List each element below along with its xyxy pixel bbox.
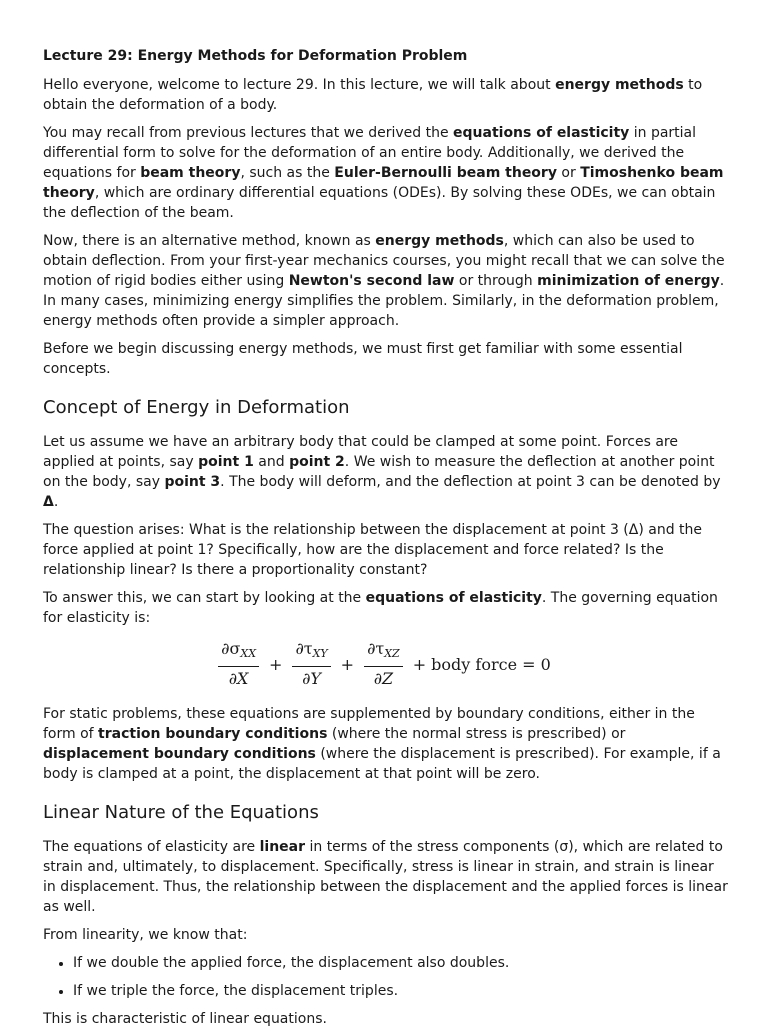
text-run: or — [556, 165, 581, 181]
bold-term: beam theory — [140, 165, 241, 181]
fraction-denominator: ∂X — [228, 669, 249, 688]
linearity-bullet-list — [43, 953, 728, 1001]
intro-paragraph-3 — [43, 231, 728, 331]
fraction-tau-xy — [292, 639, 330, 689]
text-run: . The governing equation for elasticity is: — [43, 590, 718, 626]
text-run: to obtain the deformation of a body. — [43, 77, 703, 113]
text-run: Hello everyone, welcome to lecture 29. In this lecture, we will talk about — [43, 77, 556, 93]
text-run: . — [53, 494, 59, 510]
elasticity-equation — [43, 636, 728, 692]
section1-paragraph-4 — [43, 704, 728, 784]
text-run: Let us assume we have an arbitrary body that could be clamped at some point. Forces are applied at points, say — [43, 434, 678, 470]
intro-paragraph-2 — [43, 123, 728, 223]
section-heading-energy: Concept of Energy in Deformation — [43, 397, 350, 418]
bold-term: Timoshenko beam theory — [43, 165, 724, 201]
partial-symbol: ∂τ — [367, 639, 385, 658]
subscript: XY — [312, 647, 328, 660]
bold-term: Δ — [43, 494, 54, 510]
text-run: or through — [454, 273, 538, 289]
subscript: XX — [240, 647, 257, 660]
text-run: in terms of the stress components (σ), which are related to strain and, ultimately, to displacement. Specifically, stress is linear in strain, and strain is linear in displacement. Thus, the relationship between the displacement and the applied forces is linear as well. — [43, 839, 728, 915]
section1-paragraph-2: The question arises: What is the relationship between the displacement at point 3 (Δ) and the force applied at point 1? Specifically, how are the displacement and force related? Is the relationship linear? Is there a proportionality constant? — [43, 522, 703, 578]
fraction-numerator — [292, 639, 330, 667]
plus-operator: + — [269, 654, 283, 674]
list-item: • If we double the applied force, the displacement also doubles. — [73, 953, 728, 973]
text-run: . In many cases, minimizing energy simplifies the problem. Similarly, in the deformation problem, energy methods often provide a simpler approach. — [43, 273, 725, 329]
section2-paragraph-1 — [43, 837, 728, 917]
section2-paragraph-2: From linearity, we know that: — [43, 927, 248, 943]
bold-term: point 3 — [164, 474, 221, 490]
text-run: and — [253, 454, 290, 470]
intro-paragraph-1 — [43, 75, 728, 115]
text-run: The equations of elasticity are — [43, 839, 260, 855]
text-run: . The body will deform, and the deflection at point 3 can be denoted by — [220, 474, 721, 490]
bold-term: minimization of energy — [537, 273, 720, 289]
section2-paragraph-3: This is characteristic of linear equations. — [43, 1011, 327, 1027]
text-run: in partial differential form to solve for the deformation of an entire body. Additionally, we derived the equations for — [43, 125, 697, 181]
bold-term: point 2 — [289, 454, 345, 470]
document-title: Lecture 29: Energy Methods for Deformation Problem — [43, 48, 468, 64]
text-run: , which can also be used to obtain deflection. From your first-year mechanics courses, you might recall that we can solve the motion of rigid bodies either using — [43, 233, 725, 289]
equation-tail: + body force = 0 — [412, 654, 551, 674]
text-run: (where the displacement is prescribed). For example, if a body is clamped at a point, the displacement at that point will be zero. — [43, 746, 721, 782]
bold-term: displacement boundary conditions — [43, 746, 316, 762]
bold-term: linear — [259, 839, 306, 855]
bold-term: point 1 — [198, 454, 254, 470]
text-run: Now, there is an alternative method, known as — [43, 233, 376, 249]
list-item: • If we triple the force, the displacement triples. — [73, 981, 728, 1001]
section1-paragraph-3 — [43, 588, 728, 628]
text-run: , which are ordinary differential equations (ODEs). By solving these ODEs, we can obtain the deflection of the beam. — [43, 185, 716, 221]
bold-term: equations of elasticity — [365, 590, 542, 606]
fraction-tau-xz — [364, 639, 403, 689]
text-run: . We wish to measure the deflection at another point on the body, say — [43, 454, 715, 490]
fraction-sigma-xx — [218, 639, 259, 689]
fraction-denominator: ∂Z — [373, 669, 394, 688]
partial-symbol: ∂τ — [295, 639, 313, 658]
fraction-numerator — [364, 639, 403, 667]
plus-operator: + — [340, 654, 355, 674]
partial-symbol: ∂σ — [221, 639, 241, 658]
fraction-numerator — [218, 639, 259, 667]
section-heading-linear: Linear Nature of the Equations — [43, 802, 319, 823]
fraction-denominator: ∂Y — [302, 669, 321, 688]
text-run: (where the normal stress is prescribed) or — [327, 726, 626, 742]
section1-paragraph-1 — [43, 432, 728, 512]
subscript: XZ — [384, 647, 400, 660]
bold-term: traction boundary conditions — [98, 726, 328, 742]
bold-term: Newton's second law — [288, 273, 455, 289]
bold-term: equations of elasticity — [453, 125, 630, 141]
bold-term: Euler-Bernoulli beam theory — [334, 165, 557, 181]
intro-paragraph-4: Before we begin discussing energy methods, we must first get familiar with some essential concepts. — [43, 341, 683, 377]
bold-term: energy methods — [375, 233, 504, 249]
text-run: You may recall from previous lectures that we derived the — [43, 125, 454, 141]
bold-term: energy methods — [555, 77, 684, 93]
text-run: , such as the — [240, 165, 335, 181]
text-run: To answer this, we can start by looking at the — [43, 590, 366, 606]
text-run: For static problems, these equations are supplemented by boundary conditions, either in the form of — [43, 706, 695, 742]
